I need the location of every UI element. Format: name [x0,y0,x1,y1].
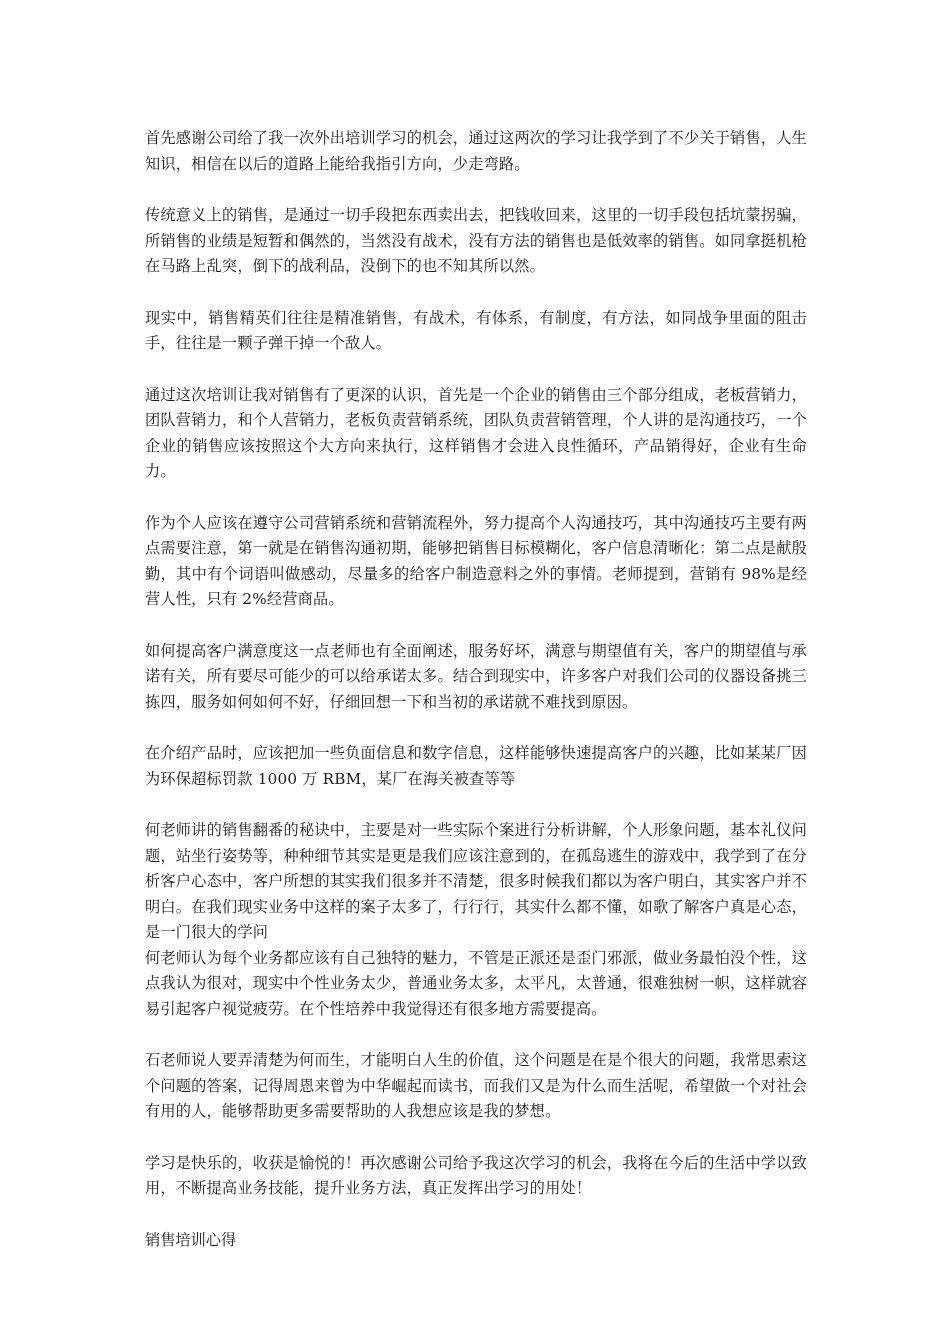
paragraph-6: 如何提高客户满意度这一点老师也有全面阐述，服务好坏，满意与期望值有关，客户的期望值与承诺有关，所有要尽可能少的可以给承诺太多。结合到现实中，许多客户对我们公司的仪器设备挑三拣四，服务如何如何不好，仔细回想一下和当初的承诺就不难找到原因。 [145,641,807,711]
paragraph-3: 现实中，销售精英们往往是精准销售，有战术，有体系，有制度，有方法，如同战争里面的阻击手，往往是一颗子弹干掉一个敌人。 [145,308,807,352]
paragraph-9: 何老师认为每个业务都应该有自己独特的魅力，不管是正派还是歪门邪派，做业务最怕没个性，这点我认为很对，现实中个性业务太少，普通业务太多，太平凡，太普通，很难独树一帜，这样就容易引起客户视觉疲劳。在个性培养中我觉得还有很多地方需要提高。 [145,948,807,1018]
footer-title: 销售培训心得 [145,1230,237,1249]
paragraph-1: 首先感谢公司给了我一次外出培训学习的机会，通过这两次的学习让我学到了不少关于销售，人生知识，相信在以后的道路上能给我指引方向，少走弯路。 [145,129,807,173]
document-page [145,126,807,1253]
paragraph-11: 学习是快乐的，收获是愉悦的！再次感谢公司给予我这次学习的机会，我将在今后的生活中学以致用，不断提高业务技能，提升业务方法，真正发挥出学习的用处！ [145,1153,807,1197]
paragraph-2: 传统意义上的销售，是通过一切手段把东西卖出去，把钱收回来，这里的一切手段包括坑蒙拐骗，所销售的业绩是短暂和偶然的，当然没有战术，没有方法的销售也是低效率的销售。如同拿挺机枪在马路上乱突，倒下的战利品，没倒下的也不知其所以然。 [145,206,807,275]
paragraph-4: 通过这次培训让我对销售有了更深的认识，首先是一个企业的销售由三个部分组成，老板营销力，团队营销力，和个人营销力，老板负责营销系统，团队负责营销管理，个人讲的是沟通技巧，一个企业的销售应该按照这个大方向来执行，这样销售才会进入良性循环，产品销得好，企业有生命力。 [145,385,807,480]
paragraph-5: 作为个人应该在遵守公司营销系统和营销流程外，努力提高个人沟通技巧，其中沟通技巧主要有两点需要注意，第一就是在销售沟通初期，能够把销售目标模糊化，客户信息清晰化：第二点是献殷勤，其中有个词语叫做感动，尽量多的给客户制造意料之外的事情。老师提到，营销有 98%是经营人性，只有 2%经营商品。 [145,513,807,608]
paragraph-10: 石老师说人要弄清楚为何而生，才能明白人生的价值，这个问题是在是个很大的问题，我常思索这个问题的答案，记得周恩来曾为中华崛起而读书，而我们又是为什么而生活呢，希望做一个对社会有用的人，能够帮助更多需要帮助的人我想应该是我的梦想。 [145,1051,807,1120]
paragraph-7: 在介绍产品时，应该把加一些负面信息和数字信息，这样能够快速提高客户的兴趣，比如某某厂因为环保超标罚款 1000 万 RBM，某厂在海关被查等等 [145,744,807,788]
paragraph-8: 何老师讲的销售翻番的秘诀中，主要是对一些实际个案进行分析讲解，个人形象问题，基本礼仪问题，站坐行姿势等，种种细节其实是更是我们应该注意到的，在孤岛逃生的游戏中，我学到了在分析客户心态中，客户所想的其实我们很多并不清楚，很多时候我们都以为客户明白，其实客户并不明白。在我们现实业务中这样的案子太多了，行行行，其实什么都不懂，如歌了解客户真是心态，是一门很大的学问 [145,821,807,941]
